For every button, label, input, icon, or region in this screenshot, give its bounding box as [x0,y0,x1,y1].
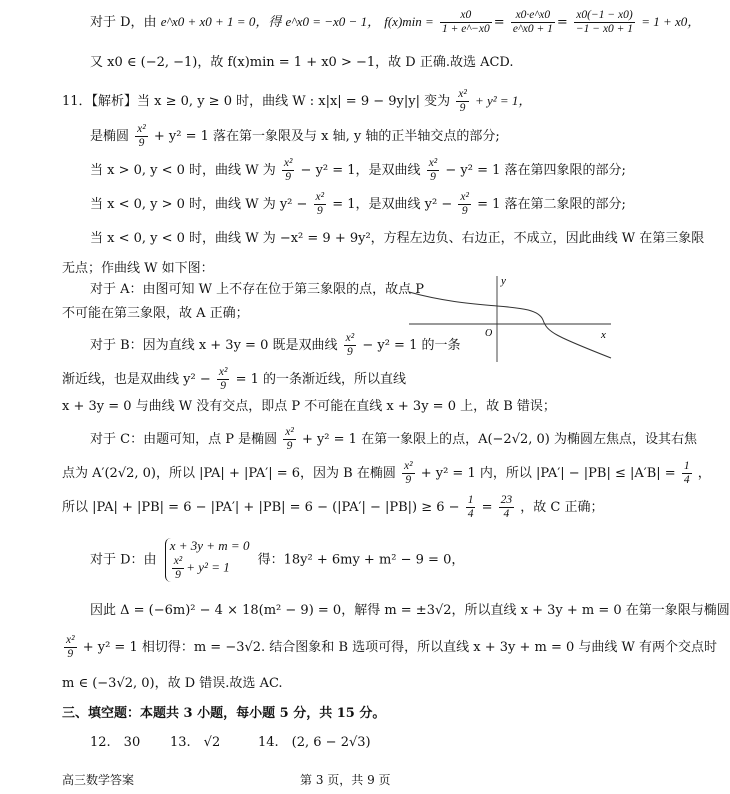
text: − y² = 1 落在第四象限的部分; [445,163,626,179]
line-1: 对于 D，由 e^x0 + x0 + 1 = 0，得 e^x0 = −x0 − 1， f(x)min = $\frac{x0}{1 + e\^{}-x0}$ = $\frac{x0\cdot e\^{}x0}{e\^{}x0 + 1}$ = $\frac{x0(-1 - x0)}{-1 - x0 + 1}$ = 1 + x0， [90,9,701,36]
fraction: $\frac{\text{x²}}{9}$ [428,157,438,184]
equation-line: + y² = 1 [186,559,230,575]
fraction: $\frac{x0\cdot e\^{}x0}{e\^{}x0 + 1}$ [512,9,553,36]
math: e^x0 + x0 + 1 = 0，得 [160,14,282,30]
fraction: $\frac{\text{x²}}{9}$ [460,191,469,218]
math: = 1 + x0， [641,14,701,30]
text: ， [697,466,711,482]
text: 对于 B：因为直线 x + 3y = 0 既是双曲线 [90,338,338,354]
fraction: $\frac{\text{x²}}{9}$ [285,426,294,453]
origin-label: O [485,328,493,339]
fraction: $\frac{\text{x²}}{9}$ [218,366,228,393]
line-7: 当 x < 0, y < 0 时，曲线 W 为 −x² = 9 + 9y²，方程左边负、右边正，不成立，因此曲线 W 在第三象限 [90,231,705,246]
text: − y² = 1，是双曲线 [300,163,421,179]
text: 对于 C：由题可知，点 P 是椭圆 [90,432,278,448]
text: = [481,500,493,516]
fraction: $\frac{\text{x²}}{9}$ [345,332,355,359]
fraction: $\frac{x0(-1 - x0)}{-1 - x0 + 1}$ [575,9,634,36]
axis-label-x: x [601,329,606,341]
text: 是椭圆 [90,129,130,145]
line-19 [62,634,717,661]
math: e^x0 = −x0 − 1， [285,14,381,30]
line-6 [90,191,626,218]
axis-label-y: y [501,275,506,287]
text: 点为 A′(2√2, 0)，所以 |PA| + |PA′| = 6，因为 B 在椭圆 [62,466,396,482]
line-13: x + 3y = 0 与曲线 W 没有交点，即点 P 不可能在直线 x + 3y = 0 上，故 B 错误； [62,399,556,414]
line-16 [62,494,604,521]
text: 得：18y² + 6my + m² − 9 = 0， [257,552,465,568]
text: 当 x < 0, y > 0 时，曲线 W 为 y² − [90,197,308,213]
answer-13: 13. √2 [170,735,221,750]
math: + y² = 1， [474,93,532,109]
math: f(x)min = [384,14,434,30]
equation-system [165,538,250,582]
line-12 [62,366,406,393]
fraction: $\frac{x0}{1 + e\^{}-x0}$ [441,9,490,36]
line-4 [90,123,500,150]
line-20: m ∈ (−3√2, 0)，故 D 错误.故选 AC. [62,676,283,691]
text: 渐近线，也是双曲线 y² − [62,372,211,388]
footer-left: 高三数学答案 [62,773,135,787]
section-heading: 三、填空题：本题共 3 小题，每小题 5 分，共 15 分。 [62,706,386,721]
line-3 [62,88,531,115]
line-14 [90,426,697,453]
text: 对于 D，由 [90,15,157,31]
text: + y² = 1 落在第一象限及与 x 轴, y 轴的正半轴交点的部分; [153,129,500,145]
line-10: 不可能在第三象限，故 A 正确； [62,306,249,321]
text: + y² = 1 在第一象限上的点，A(−2√2, 0) 为椭圆左焦点，设其右焦 [301,432,697,448]
text: − y² = 1 的一条 [362,338,461,354]
fraction: $\frac{1}{4}$ [683,460,690,487]
equation-line: x + 3y + m = 0 [169,538,250,553]
text: = 1，是双曲线 y² − [332,197,453,213]
line-2: 又 x0 ∈ (−2, −1)，故 f(x)min = 1 + x0 > −1，故 D 正确.故选 ACD. [90,55,514,70]
text: = 1 的一条渐近线，所以直线 [235,372,406,388]
text: 对于 D：由 [90,552,157,568]
text: + y² = 1 相切得：m = −3√2. 结合图象和 B 选项可得，所以直线 x + 3y + m = 0 与曲线 W 有两个交点时 [82,640,718,656]
line-15 [62,460,711,487]
fraction: $\frac{\text{x²}}{9}$ [283,157,293,184]
fraction: $\frac{\text{x²}}{9}$ [315,191,325,218]
line-17 [90,538,464,582]
line-5 [90,157,626,184]
line-18: 因此 Δ = (−6m)² − 4 × 18(m² − 9) = 0，解得 m = ±3√2，所以直线 x + 3y + m = 0 在第一象限与椭圆 [90,603,730,618]
answer-12: 12. 30 [90,735,141,750]
text: 所以 |PA| + |PB| = 6 − |PA′| + |PB| = 6 − (|PA′| − |PB|) ≥ 6 − [62,500,460,516]
footer-page: 第 3 页，共 9 页 [300,773,391,787]
text: 当 x > 0, y < 0 时，曲线 W 为 [90,163,276,179]
text: ，故 C 正确； [520,500,604,516]
text: + y² = 1 内，所以 |PA′| − |PB| ≤ |A′B| = [420,466,676,482]
fraction: $\frac{1}{4}$ [467,494,474,521]
line-11 [90,332,460,359]
text: 11．【解析】当 x ≥ 0, y ≥ 0 时，曲线 W : x|x| = 9 − 9y|y| 变为 [62,94,451,110]
text: = 1 落在第二象限的部分; [477,197,626,213]
fraction: $\frac{\text{x²}}{9}$ [173,554,183,582]
answer-14: 14. (2, 6 − 2√3) [258,735,371,750]
fraction: $\frac{23}{4}$ [500,494,513,521]
line-9: 对于 A：由图可知 W 上不存在位于第三象限的点，故点 P [90,282,425,297]
fraction: $\frac{\text{x²}}{9}$ [137,123,146,150]
fraction: $\frac{\text{x²}}{9}$ [404,460,413,487]
fraction: $\frac{\text{x²}}{9}$ [66,634,75,661]
fraction: $\frac{\text{x²}}{9}$ [458,88,467,115]
line-8: 无点；作曲线 W 如下图： [62,261,214,276]
